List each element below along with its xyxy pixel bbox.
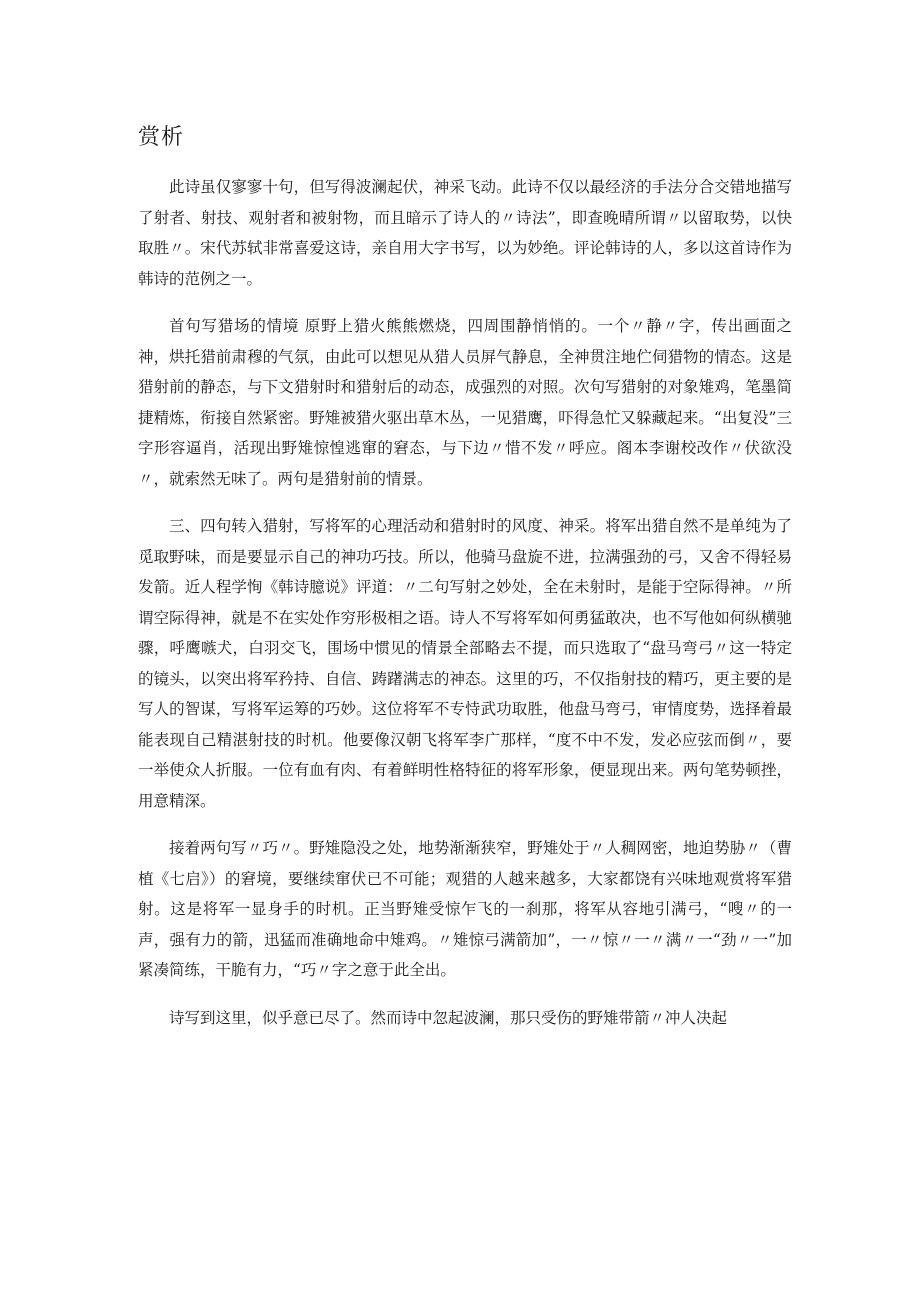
paragraph-3: 三、四句转入猎射，写将军的心理活动和猎射时的风度、神采。将军出猎自然不是单纯为了觅取野味，而是要显示自己的神功巧技。所以，他骑马盘旋不进，拉满强劲的弓，又舍不得轻易发箭。近人程学恂《韩诗臆说》评道：〃二句写射之妙处，全在未射时，是能于空际得神。〃所谓空际得神，就是不在实处作穷形极相之语。诗人不写将军如何勇猛敢决，也不写他如何纵横驰骤，呼鹰嗾犬，白羽交飞，围场中惯见的情景全部略去不提，而只选取了“盘马弯弓〃这一特定的镜头，以突出将军矜持、自信、踌躇满志的神态。这里的巧，不仅指射技的精巧，更主要的是写人的智谋，写将军运筹的巧妙。这位将军不专恃武功取胜，他盘马弯弓，审情度势，选择着最能表现自己精湛射技的时机。他要像汉朝飞将军李广那样，“度不中不发，发必应弦而倒〃，要一举使众人折服。一位有血有肉、有着鲜明性格特征的将军形象，便显现出来。两句笔势顿挫，用意精深。 — [138, 517, 792, 810]
paragraph-4: 接着两句写〃巧〃。野雉隐没之处，地势渐渐狭窄，野雉处于〃人稠网密，地迫势胁〃（曹植《七启》）的窘境，要继续窜伏已不可能；观猎的人越来越多，大家都饶有兴味地观赏将军猎射。这是将军一显身手的时机。正当野雉受惊乍飞的一刹那，将军从容地引满弓，“嗖〃的一声，强有力的箭，迅猛而准确地命中雉鸡。〃雉惊弓满箭加”，一〃惊〃一〃满〃一“劲〃一”加紧凑简练，干脆有力，“巧〃字之意于此全出。 — [138, 839, 792, 979]
paragraph-2: 首句写猎场的情境 原野上猎火熊熊燃烧，四周围静悄悄的。一个〃静〃字，传出画面之神，烘托猎前肃穆的气氛，由此可以想见从猎人员屏气静息，全神贯注地伫伺猎物的情态。这是猎射前的静态，与下文猎射时和猎射后的动态，成强烈的对照。次句写猎射的对象雉鸡，笔墨简捷精炼，衔接自然紧密。野雉被猎火驱出草木丛，一见猎鹰，吓得急忙又躲藏起来。“出复没”三字形容逼肖，活现出野雉惊惶逃窜的窘态，与下边〃惜不发〃呼应。阁本李谢校改作〃伏欲没〃，就索然无味了。两句是猎射前的情景。 — [138, 317, 792, 488]
paragraph-1: 此诗虽仅寥寥十句，但写得波澜起伏，神采飞动。此诗不仅以最经济的手法分合交错地描写了射者、射技、观射者和被射物，而且暗示了诗人的〃诗法”，即查晚晴所谓〃以留取势，以快取胜〃。宋代苏轼非常喜爱这诗，亲自用大字书写，以为妙绝。评论韩诗的人，多以这首诗作为韩诗的范例之一。 — [138, 178, 792, 288]
section-heading: 赏析 — [138, 125, 185, 150]
document-page — [138, 118, 792, 1050]
paragraph-5: 诗写到这里，似乎意已尽了。然而诗中忽起波澜，那只受伤的野雉带箭〃冲人决起 — [169, 1008, 728, 1027]
